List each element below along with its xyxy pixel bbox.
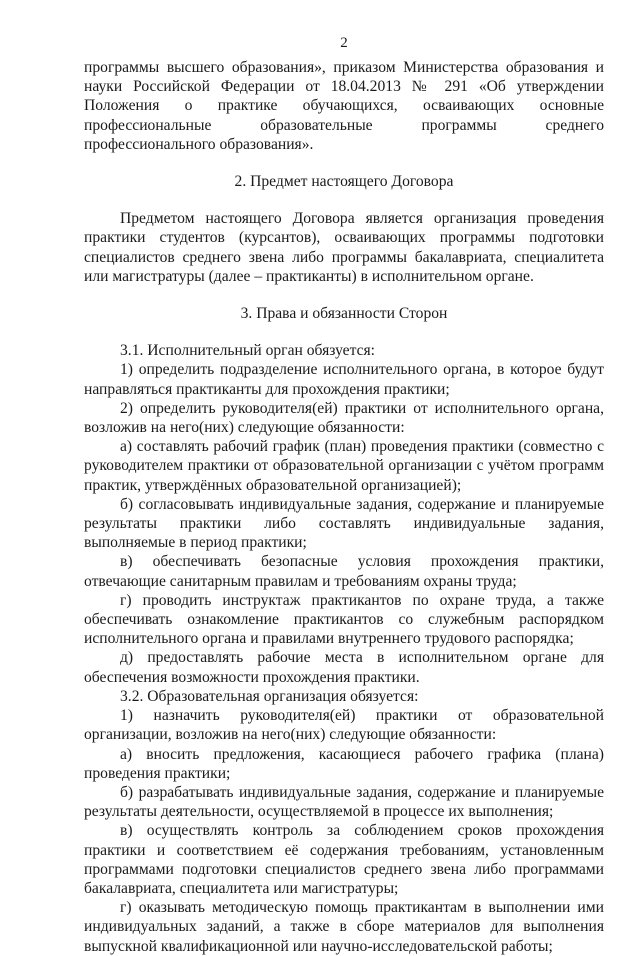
clause-3-1-item-2b: б) согласовывать индивидуальные задания, содержание и планируемые результаты практики либо составлять индивидуальные задания, выполняемые в период практики; [84,495,604,552]
clause-3-2: 3.2. Образовательная организация обязуется: [120,687,419,705]
clause-3-2-item-1b: б) разрабатывать индивидуальные задания, содержание и планируемые результаты деятельности, осуществляемой в процессе их выполнения; [84,783,604,821]
intro-paragraph: программы высшего образования», приказом Министерства образования и науки Российской Федерации от 18.04.2013 № 291 «Об утверждении Положения о практике обучающихся, осваивающих основные профессиональные образовательные программы среднего профессионального образования». [84,59,604,153]
section-2-paragraph: Предметом настоящего Договора является организация проведения практики студентов (курсантов), осваивающих программы подготовки специалистов среднего звена либо программы бакалавриата, специалитета или магистратуры (далее – практиканты) в исполнительном органе. [84,210,604,285]
clause-3-1-item-2v: в) обеспечивать безопасные условия прохождения практики, отвечающие санитарным правилам и требованиям охраны труда; [84,553,604,590]
section-2-heading: 2. Предмет настоящего Договора [234,173,454,191]
clause-3-1-item-2d: д) предоставлять рабочие места в исполнительном органе для обеспечения возможности прохождения практики. [84,649,604,686]
clause-3-1: 3.1. Исполнительный орган обязуется: [120,342,376,360]
clause-3-2-item-1: 1) назначить руководителя(ей) практики от образовательной организации, возложив на него(них) следующие обязанности: [84,707,604,744]
clause-3-2-item-1g: г) оказывать методическую помощь практикантам в выполнении ими индивидуальных заданий, а также в сборе материалов для выполнения выпускной квалификационной или научно-исследовательской работы; [84,899,604,955]
clause-3-2-item-1v: в) осуществлять контроль за соблюдением сроков прохождения практики и соответствием её содержания требованиям, установленным программами подготовки специалистов среднего звена либо программами бакалавриата, специалитета или магистратуры; [84,822,604,897]
clause-3-1-item-2g: г) проводить инструктаж практикантов по охране труда, а также обеспечивать ознакомление практикантов со служебным распорядком исполнительного органа и правилами внутреннего трудового распорядка; [84,591,604,648]
section-3-heading: 3. Права и обязанности Сторон [240,305,448,323]
clause-3-1-item-2: 2) определить руководителя(ей) практики от исполнительного органа, возложив на него(них) следующие обязанности: [84,399,604,437]
clause-3-1-item-2a: а) составлять рабочий график (план) проведения практики (совместно с руководителем практики от образовательной организации с учётом программ практик, утверждённых образовательной организацией); [84,438,604,494]
clause-3-2-item-1a: а) вносить предложения, касающиеся рабочего графика (плана) проведения практики; [84,745,604,782]
clause-3-1-item-1: 1) определить подразделение исполнительного органа, в которое будут направляться практиканты для прохождения практики; [84,361,604,398]
page-number: 2 [340,35,348,51]
